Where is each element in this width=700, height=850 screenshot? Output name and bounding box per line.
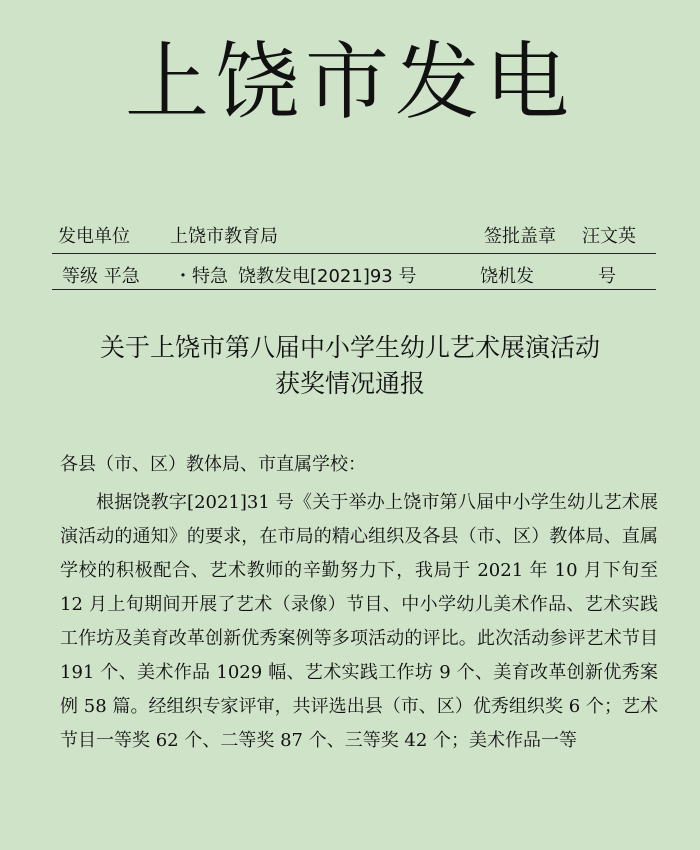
sender-label: 发电单位 (58, 226, 130, 247)
document-body (60, 448, 658, 758)
document-title-line1: 关于上饶市第八届中小学生幼儿艺术展演活动 (99, 333, 600, 362)
document-title (0, 330, 700, 402)
salutation: 各县（市、区）教体局、市直属学校： (60, 454, 366, 475)
machine-label: 饶机发 (480, 266, 534, 287)
header-divider-bottom (52, 289, 656, 290)
approver-label: 签批盖章 (484, 226, 556, 247)
machine-number-label: 号 (598, 266, 616, 287)
header-divider-top (52, 253, 656, 254)
approver-value: 汪文英 (582, 226, 636, 247)
urgency-text: ・特急 (174, 266, 228, 287)
masthead-title: 上饶市发电 (124, 33, 575, 131)
body-paragraph: 根据饶教字[2021]31 号《关于举办上饶市第八届中小学生幼儿艺术展演活动的通知》的要求，在市局的精心组织及各县（市、区）教体局、直属学校的积极配合、艺术教师的辛勤努力下，我局于 2021 年 10 月下旬至 12 月上旬期间开展了艺术（录像）节目、中小学幼儿美术作品、艺术实践工作坊及美育改革创新优秀案例等多项活动的评比。此次活动参评艺术节目 191 个、美术作品 1029 幅、艺术实践工作坊 9 个、美育改革创新优秀案例 58 篇。经组织专家评审，共评选出县（市、区）优秀组织奖 6 个；艺术节目一等奖 62 个、二等奖 87 个、三等奖 42 个；美术作品一等 (60, 492, 658, 751)
doc-number: 饶教发电[2021]93 号 (238, 266, 417, 287)
sender-value: 上饶市教育局 (170, 226, 278, 247)
document-title-line2: 获奖情况通报 (274, 369, 425, 398)
level-text: 等级 平急 (62, 266, 140, 287)
